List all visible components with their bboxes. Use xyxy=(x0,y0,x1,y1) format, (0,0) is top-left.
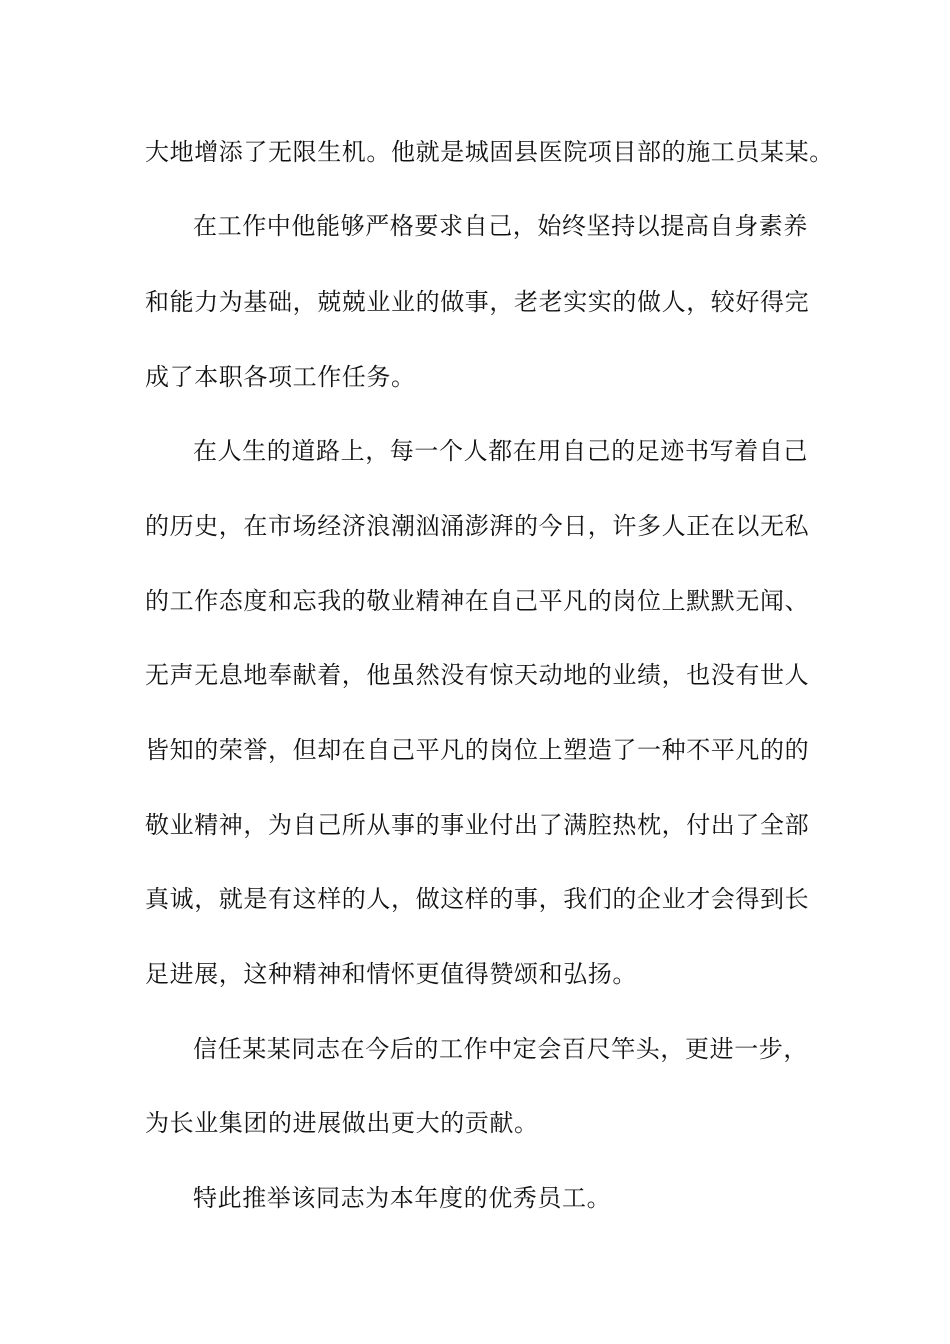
text-line-2: 在工作中他能够严格要求自己，始终坚持以提高自身素养 xyxy=(193,212,808,240)
text-line-7: 的工作态度和忘我的敬业精神在自己平凡的岗位上默默无闻、 xyxy=(145,587,810,615)
text-line-5: 在人生的道路上，每一个人都在用自己的足迹书写着自己 xyxy=(193,437,808,465)
text-line-11: 真诚，就是有这样的人，做这样的事，我们的企业才会得到长 xyxy=(145,885,810,913)
text-line-4: 成了本职各项工作任务。 xyxy=(145,363,416,391)
text-line-8: 无声无息地奉献着，他虽然没有惊天动地的业绩，也没有世人 xyxy=(145,661,810,689)
text-line-1: 大地增添了无限生机。他就是城固县医院项目部的施工员某某。 xyxy=(145,138,834,166)
text-line-13: 信任某某同志在今后的工作中定会百尺竿头，更进一步， xyxy=(193,1035,808,1063)
text-line-15: 特此推举该同志为本年度的优秀员工。 xyxy=(193,1184,612,1212)
text-line-3: 和能力为基础，兢兢业业的做事，老老实实的做人，较好得完 xyxy=(145,288,810,316)
text-line-9: 皆知的荣誉，但却在自己平凡的岗位上塑造了一种不平凡的的 xyxy=(145,736,810,764)
text-line-12: 足进展，这种精神和情怀更值得赞颂和弘扬。 xyxy=(145,960,637,988)
text-line-10: 敬业精神，为自己所从事的事业付出了满腔热枕，付出了全部 xyxy=(145,811,810,839)
text-line-14: 为长业集团的进展做出更大的贡献。 xyxy=(145,1109,539,1137)
text-line-6: 的历史，在市场经济浪潮汹涌澎湃的今日，许多人正在以无私 xyxy=(145,512,810,540)
